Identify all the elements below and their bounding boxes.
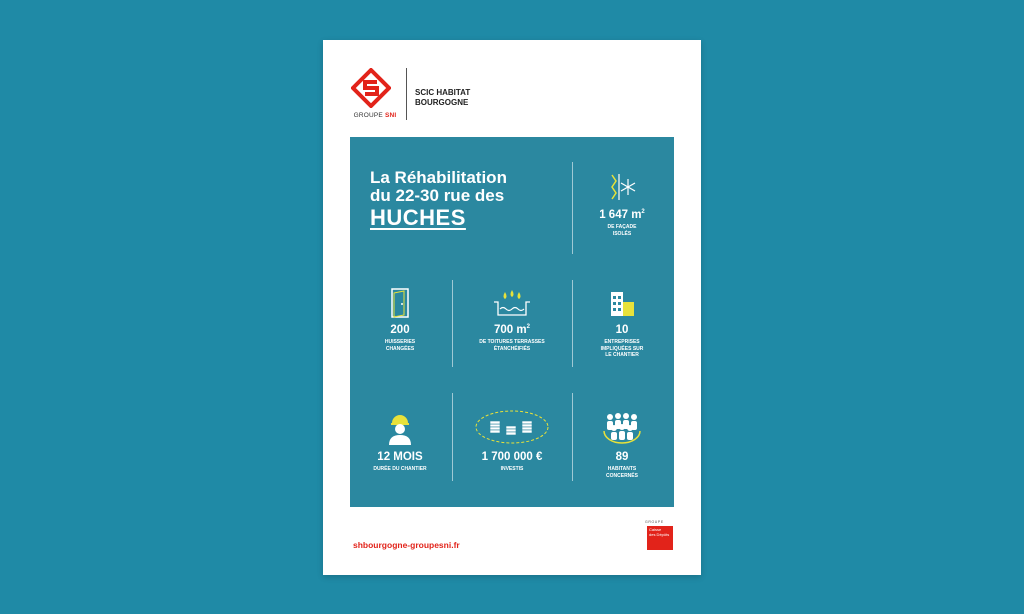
org-name-line2: BOURGOGNE xyxy=(415,98,469,107)
website-link[interactable]: shbourgogne-groupesni.fr xyxy=(353,540,460,550)
cdc-group-label: GROUPE xyxy=(645,520,664,524)
org-name-line1: SCIC HABITAT xyxy=(415,88,471,97)
worker-icon xyxy=(386,413,414,445)
stat-value: 700 $m^2$ xyxy=(494,324,530,336)
cdc-line2: des Dépôts xyxy=(649,531,670,537)
stat-toitures xyxy=(462,282,562,352)
title-line2: du 22-30 rue des xyxy=(370,186,505,205)
logo-divider xyxy=(406,68,407,120)
stat-label: DURÉE DU CHANTIER xyxy=(373,466,427,472)
buildings-icon xyxy=(607,288,637,318)
stat-value: 12 MOIS xyxy=(377,451,423,463)
groupe-sni-logo xyxy=(351,68,391,108)
stat-value: 1 647 $m^2$ xyxy=(599,209,645,221)
stat-value: 10 xyxy=(615,324,629,336)
stat-label: ENTREPRISES IMPLIQUÉES SUR LE CHANTIER xyxy=(600,339,644,358)
stat-investis xyxy=(462,409,562,473)
stat-label: HABITANTS CONCERNÉS xyxy=(606,466,638,479)
coins-icon xyxy=(474,409,550,445)
roof-drops-icon xyxy=(492,288,532,318)
stat-entreprises xyxy=(572,282,672,359)
org-name xyxy=(415,88,470,108)
divider xyxy=(452,280,453,367)
divider xyxy=(452,393,453,481)
caisse-des-depots-logo xyxy=(647,526,673,550)
door-icon xyxy=(390,288,410,318)
infographic-panel xyxy=(350,137,674,507)
stat-habitants xyxy=(572,409,672,479)
stat-label: HUISSERIES CHANGÉES xyxy=(384,339,416,352)
stat-facade xyxy=(572,167,672,237)
poster xyxy=(323,40,701,575)
stat-duree xyxy=(350,409,450,473)
stat-label: INVESTIS xyxy=(500,466,524,472)
stat-value: 1 700 000 € xyxy=(481,451,543,463)
stat-value: 200 xyxy=(390,324,410,336)
stat-value: 89 xyxy=(615,451,629,463)
people-icon xyxy=(600,411,644,445)
group-prefix: GROUPE xyxy=(353,112,385,119)
stat-huisseries xyxy=(350,282,450,352)
groupe-sni-text xyxy=(345,112,405,119)
infographic-title xyxy=(370,169,507,231)
insulation-icon xyxy=(606,171,638,203)
group-name: SNI xyxy=(384,112,397,119)
stat-label: DE FAÇADE ISOLÉS xyxy=(607,224,637,237)
cdc-line1: Caisse xyxy=(649,527,662,532)
stat-label: DE TOITURES TERRASSES ÉTANCHÉIFIÉS xyxy=(479,339,545,352)
title-line3: HUCHES xyxy=(370,205,466,230)
title-line1: La Réhabilitation xyxy=(370,168,507,187)
